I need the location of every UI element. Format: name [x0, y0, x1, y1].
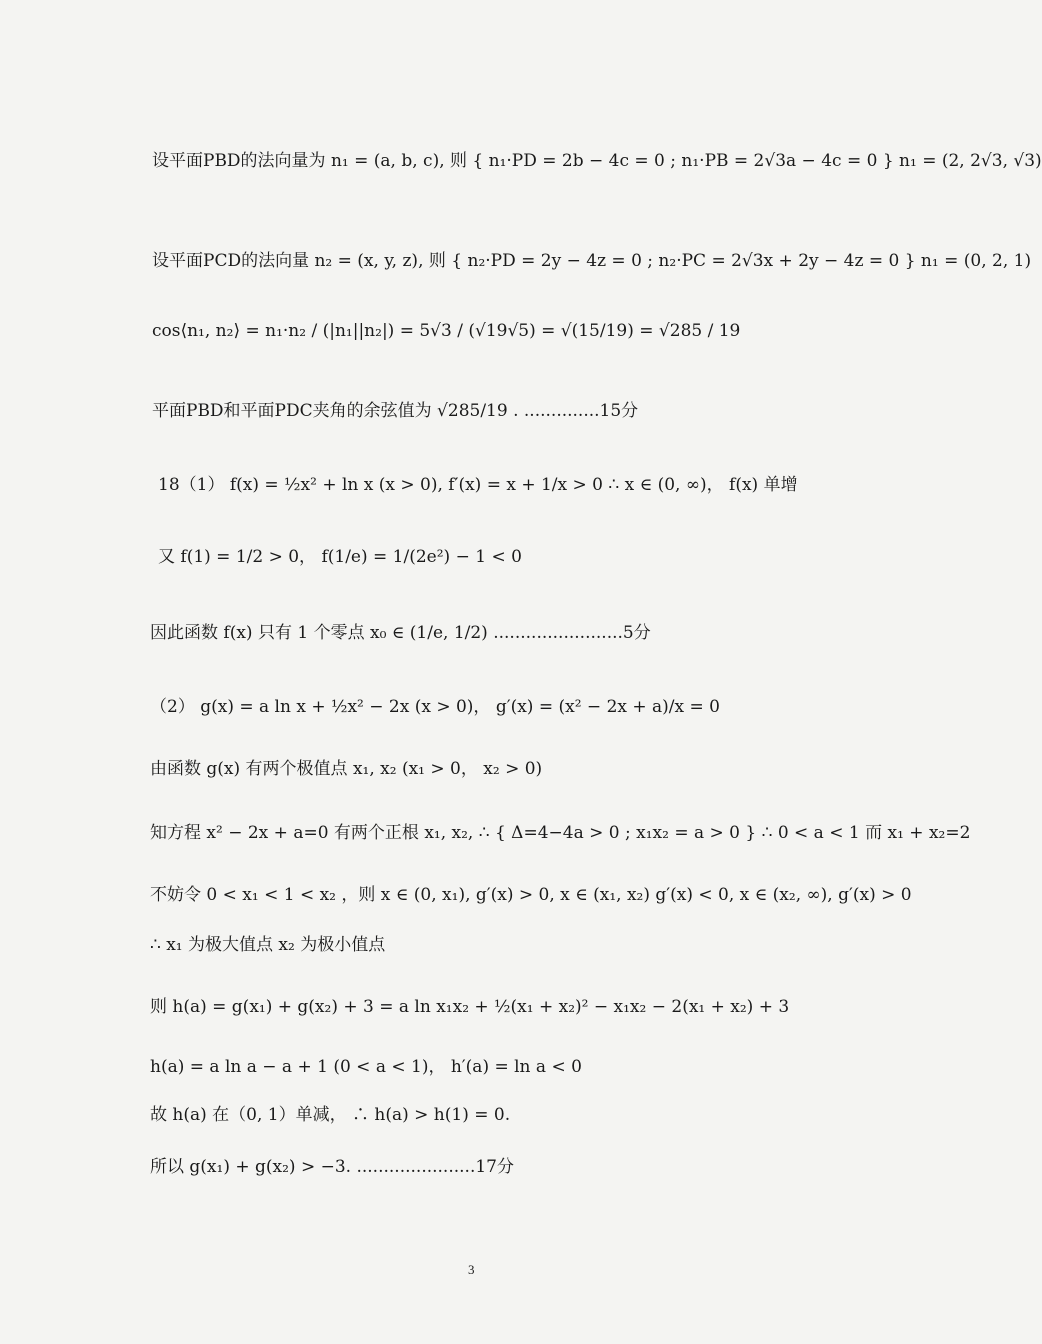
line-1: 设平面PBD的法向量为 n₁ = (a, b, c), 则 { n₁·PD = 2b − 4c = 0 ; n₁·PB = 2√3a − 4c = 0 } n₁ = (2, 2√3, √3): [152, 151, 1042, 171]
line-2: 设平面PCD的法向量 n₂ = (x, y, z), 则 { n₂·PD = 2y − 4z = 0 ; n₂·PC = 2√3x + 2y − 4z = 0 } n₁ = (0, 2, 1): [152, 251, 1032, 271]
line-8: （2） g(x) = a ln x + ½x² − 2x (x > 0)， g′(x) = (x² − 2x + a)/x = 0: [150, 697, 720, 717]
line-7: 因此函数 f(x) 只有 1 个零点 x₀ ∈ (1/e, 1/2) ........................5分: [150, 623, 651, 643]
line-13: 则 h(a) = g(x₁) + g(x₂) + 3 = a ln x₁x₂ + ½(x₁ + x₂)² − x₁x₂ − 2(x₁ + x₂) + 3: [150, 997, 790, 1017]
line-11: 不妨令 0 < x₁ < 1 < x₂ ，则 x ∈ (0, x₁), g′(x) > 0, x ∈ (x₁, x₂) g′(x) < 0, x ∈ (x₂, ∞), g′(x) > 0: [150, 885, 912, 905]
line-6: 又 f(1) = 1/2 > 0， f(1/e) = 1/(2e²) − 1 < 0: [158, 547, 522, 567]
line-12: ∴ x₁ 为极大值点 x₂ 为极小值点: [150, 935, 386, 955]
line-15: 故 h(a) 在（0, 1）单减， ∴ h(a) > h(1) = 0.: [150, 1105, 511, 1125]
line-4: 平面PBD和平面PDC夹角的余弦值为 √285/19 . ..............15分: [152, 401, 639, 421]
page-number: 3: [468, 1262, 475, 1277]
line-3: cos⟨n₁, n₂⟩ = n₁·n₂ / (|n₁||n₂|) = 5√3 / (√19√5) = √(15/19) = √285 / 19: [152, 321, 741, 341]
line-9: 由函数 g(x) 有两个极值点 x₁, x₂ (x₁ > 0， x₂ > 0): [150, 759, 543, 779]
line-14: h(a) = a ln a − a + 1 (0 < a < 1)， h′(a) = ln a < 0: [150, 1057, 582, 1077]
line-5: 18（1） f(x) = ½x² + ln x (x > 0), f′(x) = x + 1/x > 0 ∴ x ∈ (0, ∞)， f(x) 单增: [158, 475, 798, 495]
line-10: 知方程 x² − 2x + a=0 有两个正根 x₁, x₂, ∴ { Δ=4−4a > 0 ; x₁x₂ = a > 0 } ∴ 0 < a < 1 而 x₁ + x₂=2: [150, 823, 971, 843]
line-16: 所以 g(x₁) + g(x₂) > −3. ......................17分: [150, 1157, 514, 1177]
